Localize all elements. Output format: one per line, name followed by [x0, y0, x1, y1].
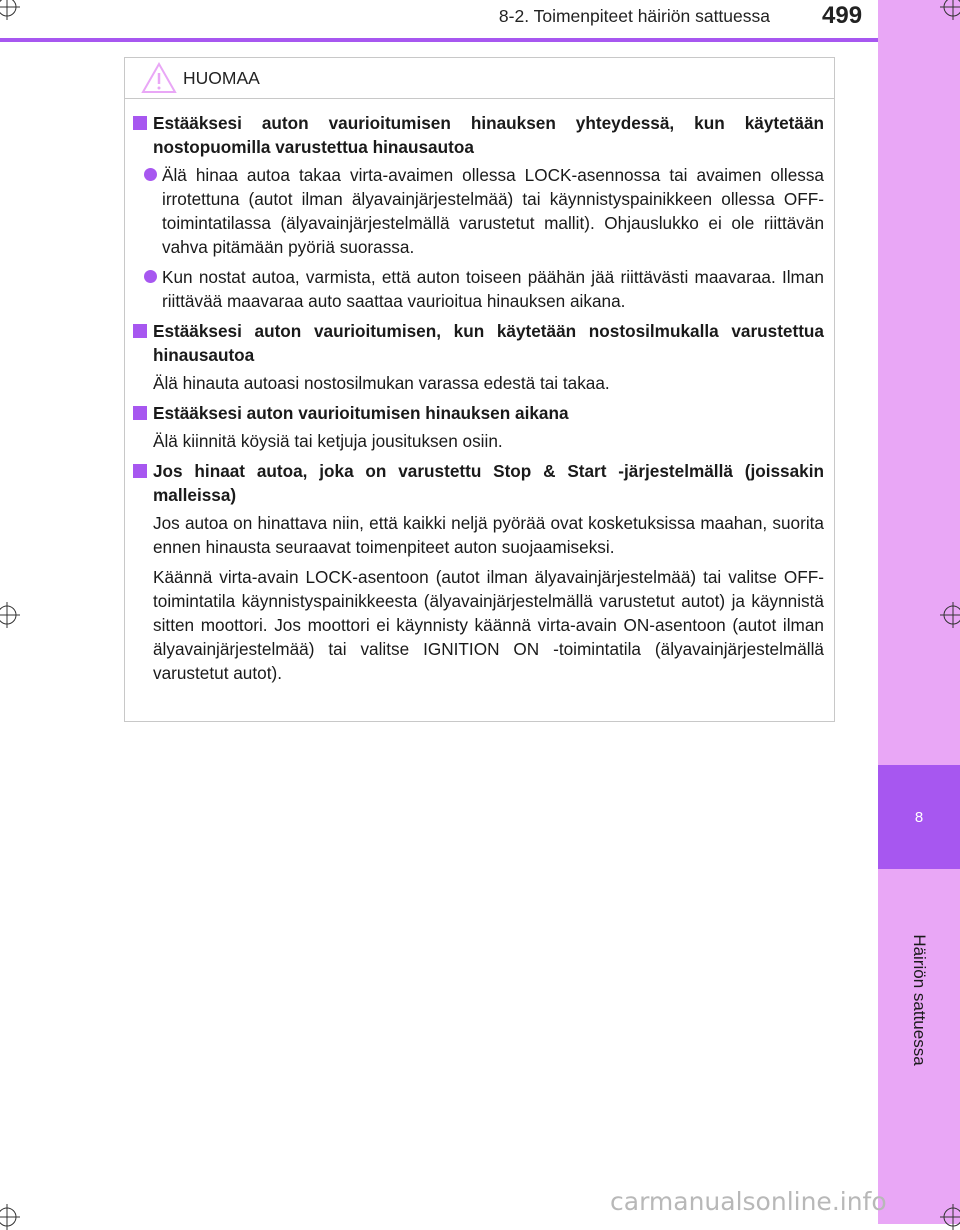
list-item	[144, 163, 824, 259]
chapter-number: 8	[914, 808, 924, 826]
circle-bullet-icon	[144, 270, 157, 283]
crop-mark-icon	[0, 0, 20, 20]
crop-mark-icon	[940, 602, 960, 628]
section-heading	[133, 319, 824, 367]
crop-mark-icon	[940, 1204, 960, 1230]
circle-bullet-icon	[144, 168, 157, 181]
section-heading-text: Jos hinaat autoa, joka on varustettu Stop & Start -järjestelmällä (joissakin malleissa)	[153, 461, 824, 505]
notice-box	[124, 57, 835, 722]
square-bullet-icon	[133, 116, 147, 130]
section-heading	[133, 459, 824, 507]
watermark: carmanualsonline.info	[610, 1187, 887, 1216]
chapter-title: Häiriön sattuessa	[910, 934, 929, 1066]
square-bullet-icon	[133, 464, 147, 478]
section-paragraph: Käännä virta-avain LOCK-asentoon (autot ilman älyavainjärjestelmää) tai valitse OFF-toimintatila käynnistyspainikkeesta (älyavainjärjestelmällä varustetut autot) ja käynnistä sitten moottori. Jos moottori ei käynnisty käännä virta-avain ON-asentoon (autot ilman älyavainjärjestelmää) tai valitse IGNITION ON -toimintatila (älyavainjärjestelmällä varustetut autot).	[153, 567, 824, 683]
section-heading-text: Estääksesi auton vaurioitumisen hinauksen yhteydessä, kun käytetään nostopuomilla varustettua hinausautoa	[153, 113, 824, 157]
section-heading	[133, 111, 824, 159]
square-bullet-icon	[133, 324, 147, 338]
list-item-text: Älä hinaa autoa takaa virta-avaimen ollessa LOCK-asennossa tai avaimen ollessa irrotettuna (autot ilman älyavainjärjestelmää) tai käynnistyspainikkeen ollessa OFF-toimintatilassa (älyavainjärjestelmällä varustetut mallit). Ohjauslukko ei ole riittävän vahva pitämään pyöriä suorassa.	[162, 165, 824, 257]
crop-mark-icon	[0, 602, 20, 628]
section-heading	[133, 401, 824, 425]
list-item	[144, 265, 824, 313]
square-bullet-icon	[133, 406, 147, 420]
notice-header	[125, 58, 834, 99]
header-rule	[0, 38, 878, 42]
crop-mark-icon	[0, 1204, 20, 1230]
crop-mark-icon	[940, 0, 960, 20]
chapter-tab	[878, 765, 960, 869]
section-paragraph: Jos autoa on hinattava niin, että kaikki neljä pyörää ovat kosketuksissa maahan, suorita ennen hinausta seuraavat toimenpiteet auton suojaamiseksi.	[153, 513, 824, 557]
section-text: Älä kiinnitä köysiä tai ketjuja jousituksen osiin.	[153, 431, 503, 451]
section-heading-text: Estääksesi auton vaurioitumisen, kun käytetään nostosilmukalla varustettua hinausautoa	[153, 321, 824, 365]
notice-body	[125, 99, 834, 685]
section-heading-text: Estääksesi auton vaurioitumisen hinauksen aikana	[153, 403, 569, 423]
section-title: 8-2. Toimenpiteet häiriön sattuessa	[498, 6, 770, 26]
section-text: Älä hinauta autoasi nostosilmukan varassa edestä tai takaa.	[153, 373, 610, 393]
warning-triangle-icon	[141, 62, 177, 94]
page-number: 499	[822, 2, 863, 29]
notice-title: HUOMAA	[183, 67, 260, 88]
list-item-text: Kun nostat autoa, varmista, että auton toiseen päähän jää riittävästi maavaraa. Ilman riittävää maavaraa auto saattaa vaurioitua hinauksen aikana.	[162, 267, 824, 311]
